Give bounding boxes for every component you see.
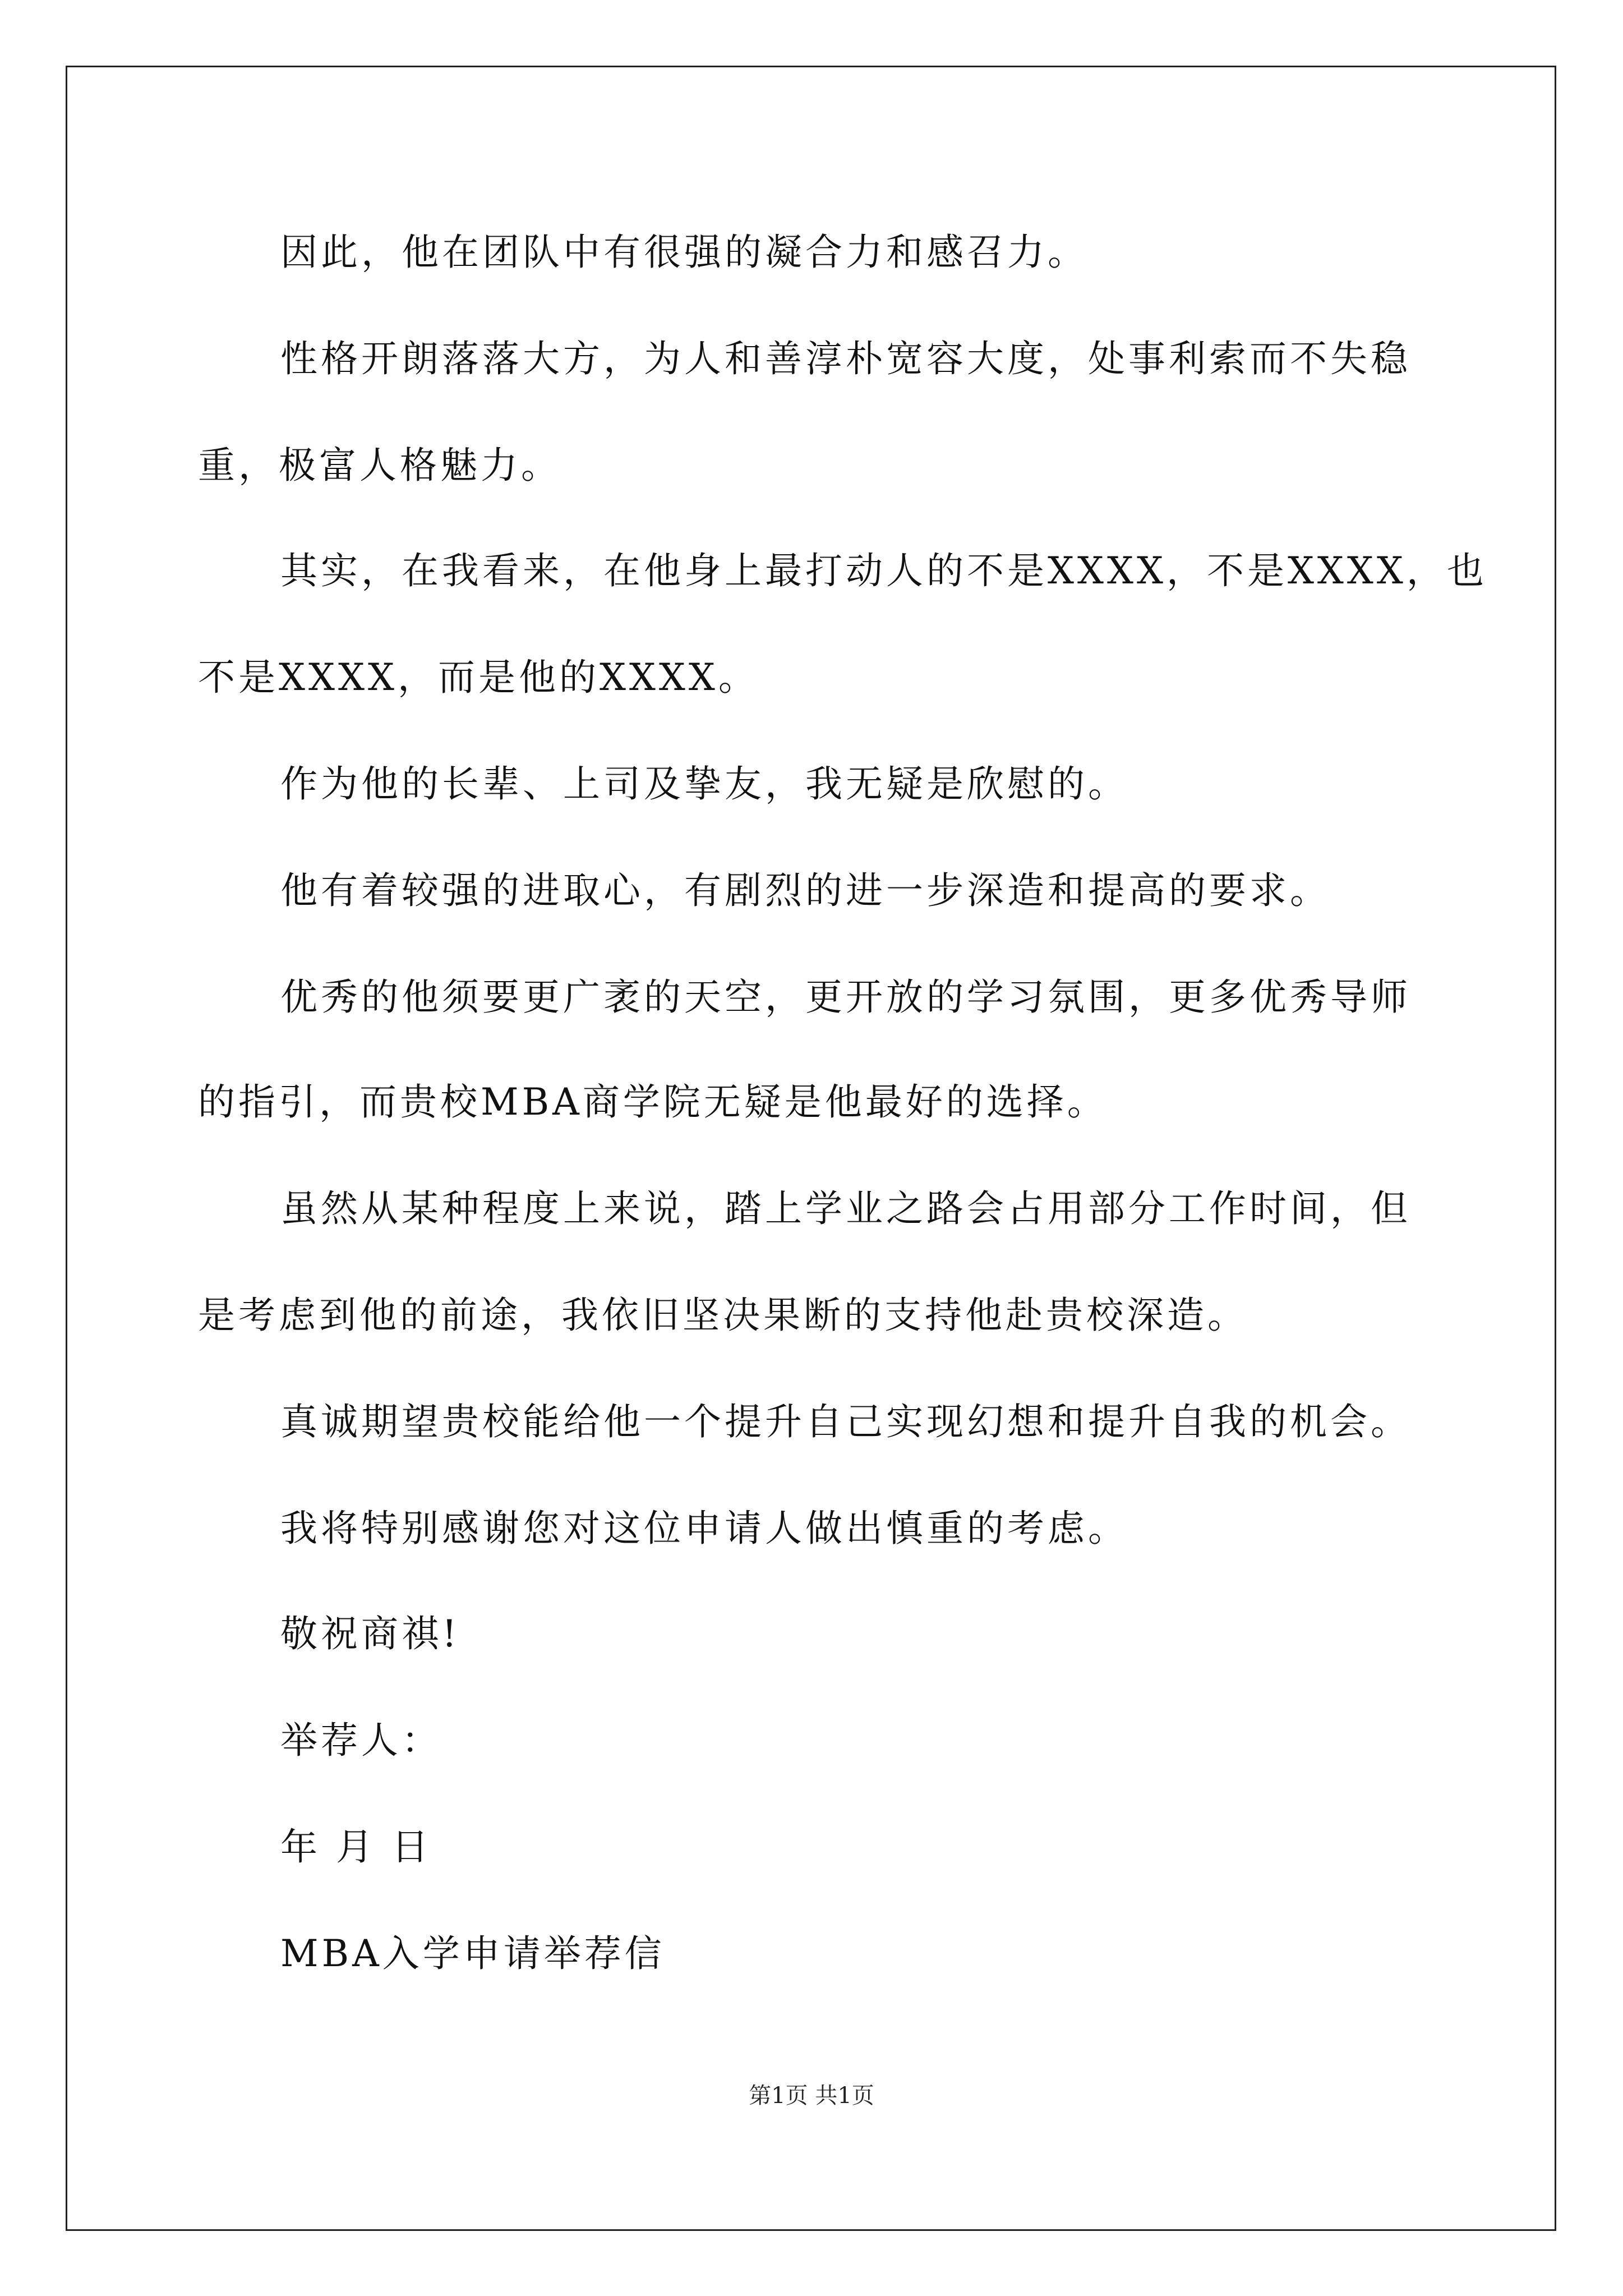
text-line: 他有着较强的进取心，有剧烈的进一步深造和提高的要求。 [280, 869, 1330, 912]
text-line: 是考虑到他的前途，我依旧坚决果断的支持他赴贵校深造。 [198, 1294, 1248, 1337]
text-line: MBA入学申请举荐信 [280, 1932, 665, 1975]
text-line: 敬祝商祺! [280, 1612, 460, 1655]
text-line: 因此，他在团队中有很强的凝合力和感召力。 [280, 231, 1088, 274]
page-number-footer: 第1页 共1页 [749, 2083, 874, 2109]
text-line: 优秀的他须要更广袤的天空，更开放的学习氛围，更多优秀导师 [280, 976, 1411, 1019]
text-line: 我将特别感谢您对这位申请人做出慎重的考虑。 [280, 1507, 1128, 1550]
page-border [66, 66, 1556, 2231]
text-line: 虽然从某种程度上来说，踏上学业之路会占用部分工作时间，但 [280, 1187, 1411, 1230]
text-line: 性格开朗落落大方，为人和善淳朴宽容大度，处事利索而不失稳 [280, 337, 1411, 380]
text-line: 真诚期望贵校能给他一个提升自己实现幻想和提升自我的机会。 [280, 1400, 1411, 1443]
text-line: 作为他的长辈、上司及挚友，我无疑是欣慰的。 [280, 762, 1128, 806]
text-line: 不是XXXX，而是他的XXXX。 [198, 656, 759, 699]
text-line: 其实，在我看来，在他身上最打动人的不是XXXX，不是XXXX，也 [280, 549, 1487, 592]
text-line: 年 月 日 [280, 1825, 432, 1869]
text-line: 举荐人： [280, 1719, 442, 1762]
text-line: 重，极富人格魅力。 [198, 444, 561, 487]
text-line: 的指引，而贵校MBA商学院无疑是他最好的选择。 [198, 1080, 1108, 1124]
